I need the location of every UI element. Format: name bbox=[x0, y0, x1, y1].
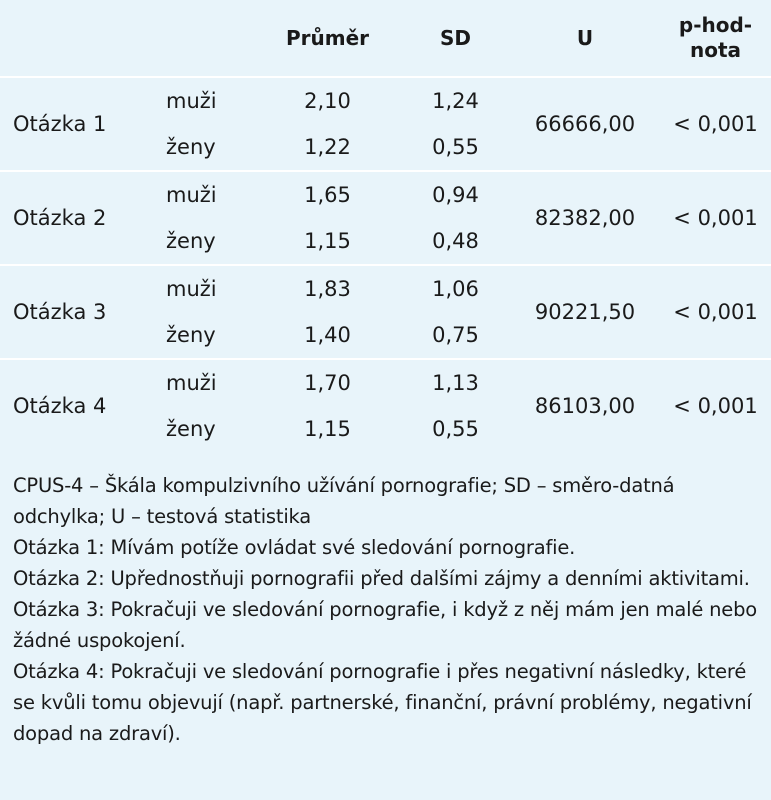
p-cell: < 0,001 bbox=[660, 359, 771, 452]
question-label: Otázka 4 bbox=[0, 359, 160, 452]
u-cell: 82382,00 bbox=[510, 171, 660, 265]
mean-cell: 2,10 bbox=[270, 77, 385, 124]
header-sd: SD bbox=[439, 25, 471, 50]
u-cell: 90221,50 bbox=[510, 265, 660, 359]
mean-cell: 1,15 bbox=[304, 417, 351, 441]
gender-cell: ženy bbox=[166, 323, 216, 347]
mean-cell: 1,40 bbox=[304, 323, 351, 347]
question-label: Otázka 3 bbox=[0, 265, 160, 359]
sd-cell: 0,75 bbox=[432, 323, 479, 347]
p-cell: < 0,001 bbox=[660, 77, 771, 171]
header-p bbox=[660, 0, 771, 77]
note-question-2: Otázka 2: Upřednostňuji pornografii před dalšími zájmy a denními aktivitami. bbox=[13, 567, 750, 590]
table-row bbox=[0, 265, 771, 312]
gender-cell: ženy bbox=[166, 417, 216, 441]
gender-cell: ženy bbox=[166, 229, 216, 253]
sd-cell: 0,94 bbox=[385, 171, 510, 218]
gender-cell: muži bbox=[160, 359, 270, 406]
gender-cell: muži bbox=[160, 171, 270, 218]
note-abbreviations: CPUS-4 – Škála kompulzivního užívání pornografie; SD – směro-datná odchylka; U – testová statistika bbox=[13, 474, 675, 528]
gender-cell: muži bbox=[160, 265, 270, 312]
mean-cell: 1,15 bbox=[304, 229, 351, 253]
sd-cell: 1,13 bbox=[385, 359, 510, 406]
header-u: U bbox=[576, 25, 594, 50]
mean-cell: 1,70 bbox=[270, 359, 385, 406]
header-question bbox=[0, 0, 160, 77]
header-p-line2: nota bbox=[689, 38, 742, 62]
table-row bbox=[0, 171, 771, 218]
note-question-3: Otázka 3: Pokračuji ve sledování pornografie, i když z něj mám jen malé nebo žádné uspokojení. bbox=[13, 598, 757, 652]
mean-cell: 1,65 bbox=[270, 171, 385, 218]
sd-cell: 1,24 bbox=[385, 77, 510, 124]
question-label: Otázka 1 bbox=[0, 77, 160, 171]
sd-cell: 0,55 bbox=[432, 417, 479, 441]
sd-cell: 0,48 bbox=[432, 229, 479, 253]
mean-cell: 1,22 bbox=[304, 135, 351, 159]
header-gender bbox=[160, 0, 270, 77]
table-notes bbox=[13, 470, 761, 749]
gender-cell: ženy bbox=[166, 135, 216, 159]
header-p-line1: p-hod- bbox=[678, 13, 753, 37]
u-cell: 66666,00 bbox=[510, 77, 660, 171]
mean-cell: 1,83 bbox=[270, 265, 385, 312]
table-row bbox=[0, 77, 771, 124]
u-cell: 86103,00 bbox=[510, 359, 660, 452]
sd-cell: 0,55 bbox=[432, 135, 479, 159]
table-row bbox=[0, 359, 771, 406]
p-cell: < 0,001 bbox=[660, 265, 771, 359]
sd-cell: 1,06 bbox=[385, 265, 510, 312]
header-mean: Průměr bbox=[285, 25, 370, 50]
table-header-row bbox=[0, 0, 771, 77]
p-cell: < 0,001 bbox=[660, 171, 771, 265]
gender-cell: muži bbox=[160, 77, 270, 124]
note-question-4: Otázka 4: Pokračuji ve sledování pornografie i přes negativní následky, které se kvůli tomu objevují (např. partnerské, finanční, právní problémy, negativní dopad na zdraví). bbox=[13, 660, 752, 745]
note-question-1: Otázka 1: Mívám potíže ovládat své sledování pornografie. bbox=[13, 536, 576, 559]
question-label: Otázka 2 bbox=[0, 171, 160, 265]
